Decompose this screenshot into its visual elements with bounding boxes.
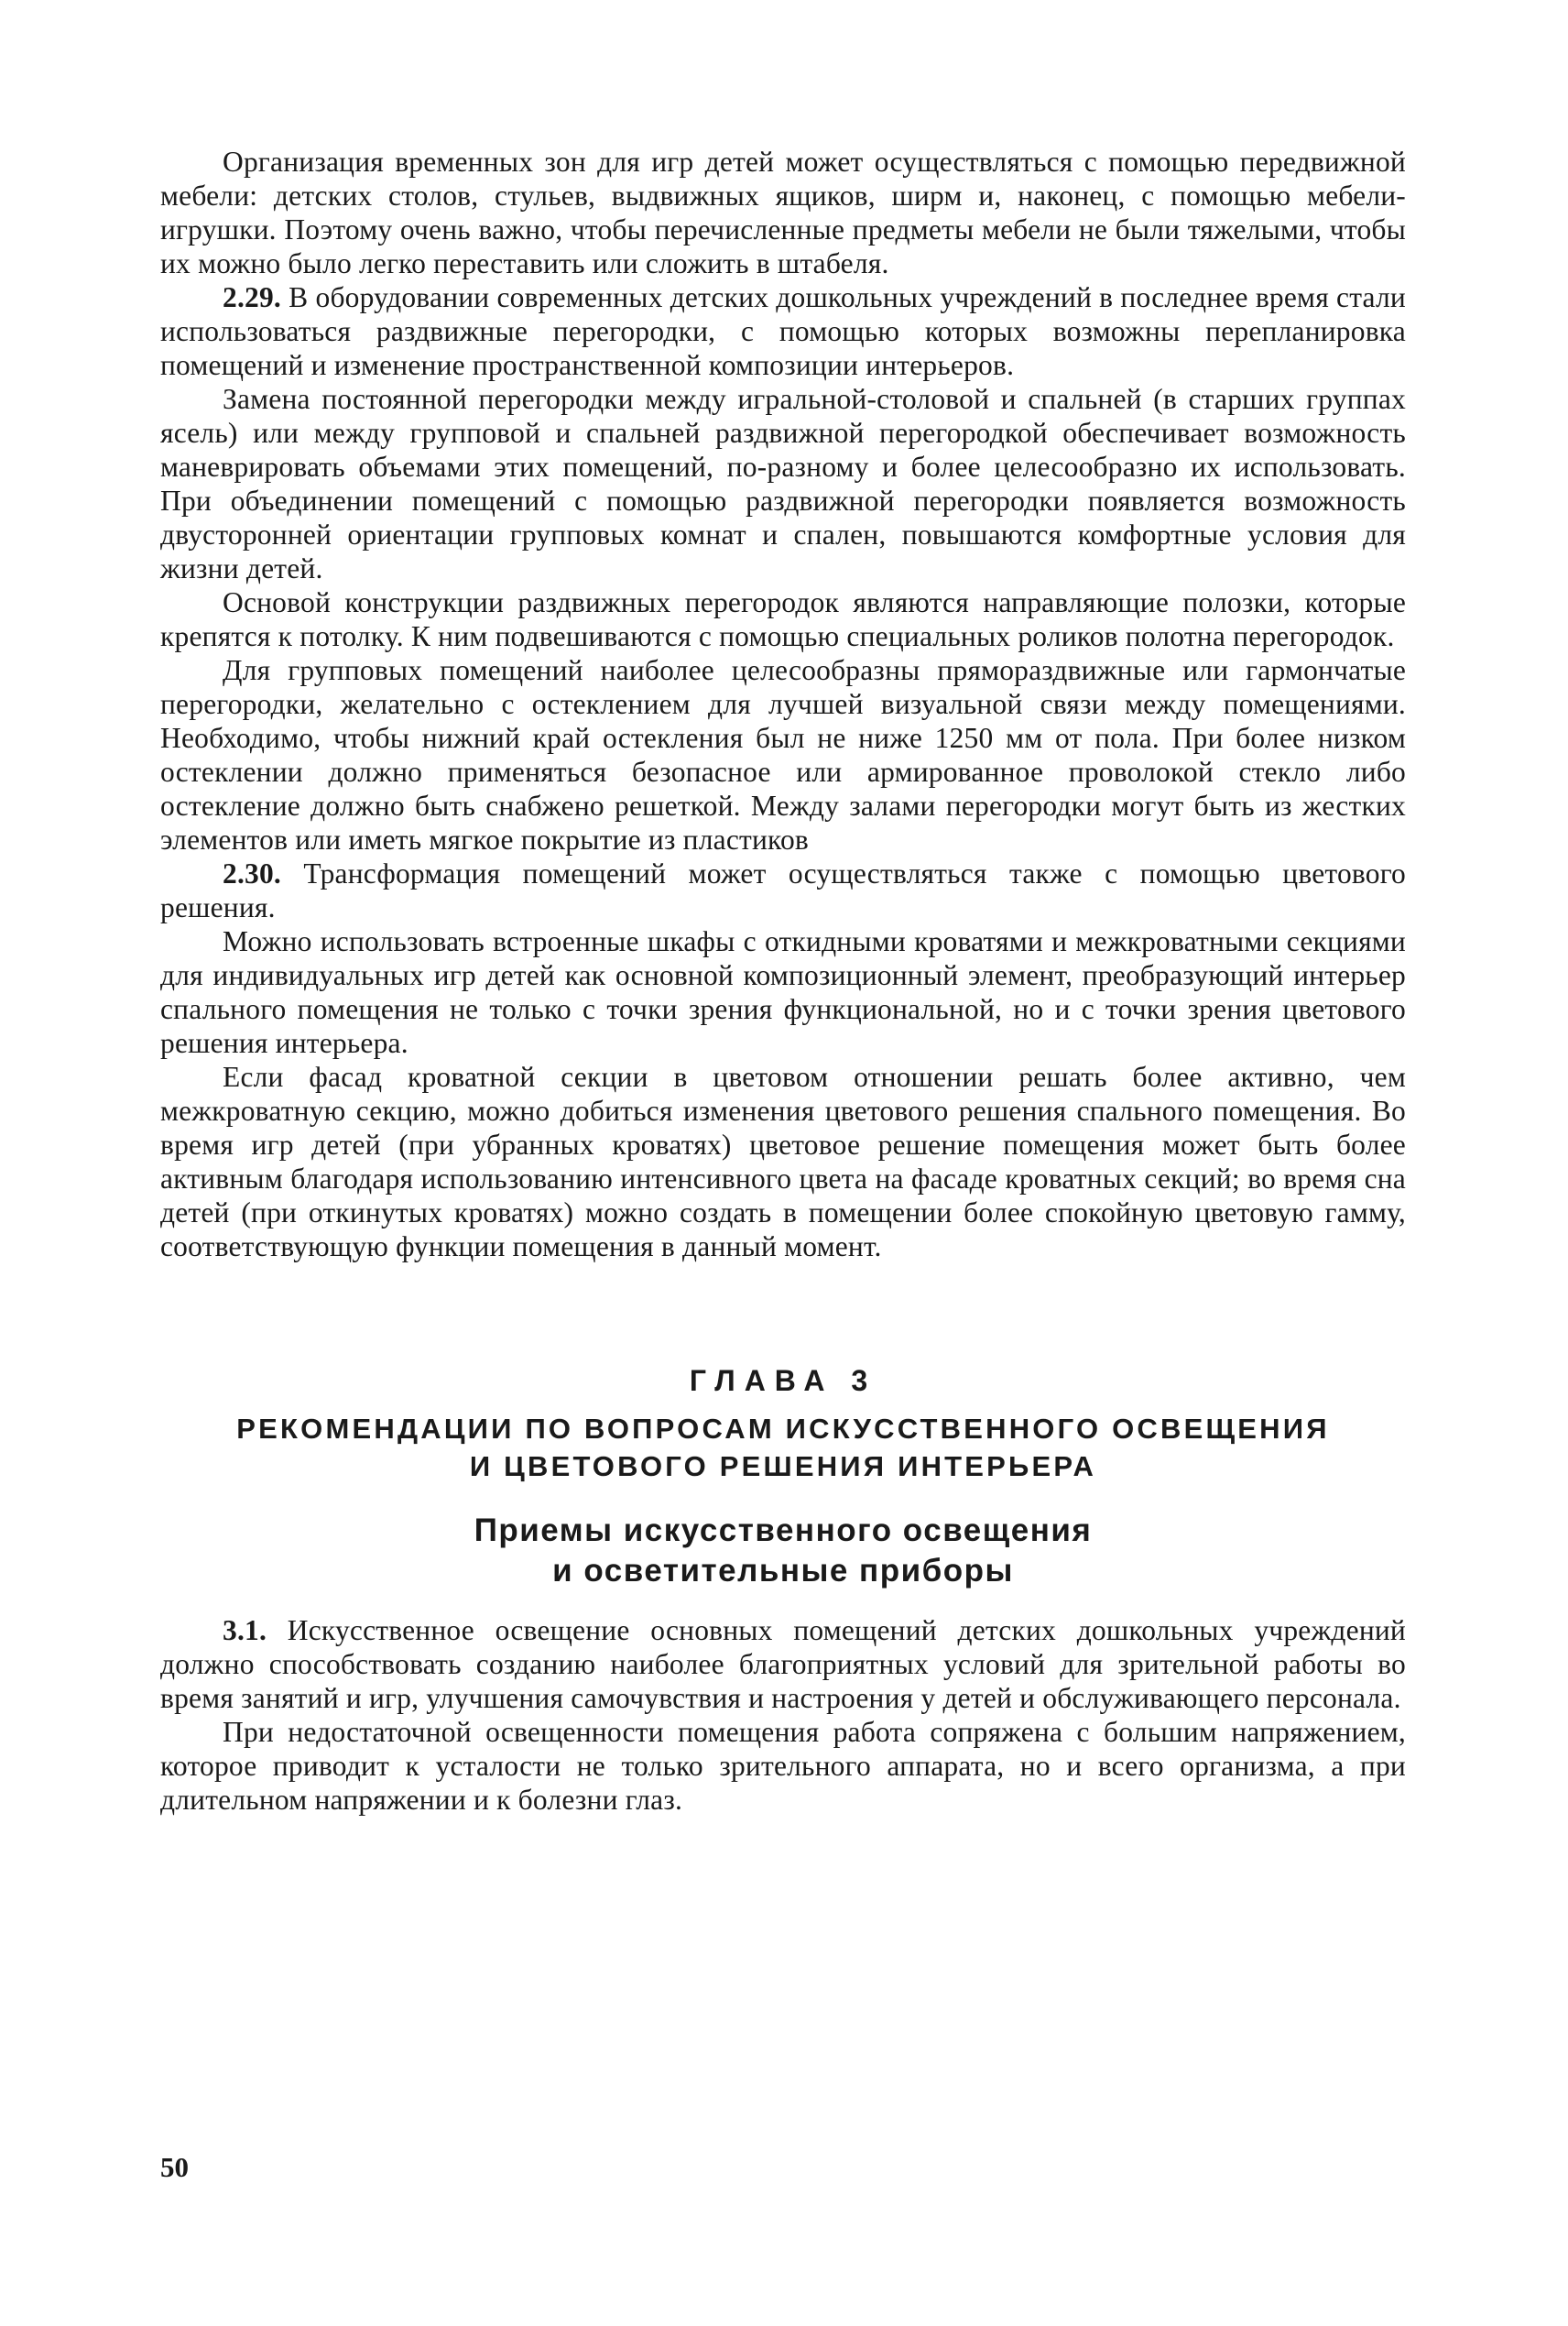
paragraph-text: Организация временных зон для игр детей может осуществляться с помощью передвижной мебели: детских столов, стульев, выдвижных ящиков, ширм и, наконец, с помощью мебели-игрушки. Поэтому очень важно, чтобы перечисленные предметы мебели не были тяжелыми, чтобы их можно было легко переставить или сложить в штабеля. bbox=[160, 146, 1406, 279]
section-spacer bbox=[160, 1263, 1406, 1362]
paragraph-text: Для групповых помещений наиболее целесообразны прямораздвижные или гармончатые перегородки, желательно с остеклением для лучшей визуальной связи между помещениями. Необходимо, чтобы нижний край остекления был не ниже 1250 мм от пола. При более низком остеклении должно применяться безопасное или армированное проволокой стекло либо остекление должно быть снабжено решеткой. Между залами перегородки могут быть из жестких элементов или иметь мягкое покрытие из пластиков bbox=[160, 654, 1406, 856]
paragraph-3-1 bbox=[160, 1613, 1406, 1715]
chapter-title-line-1: РЕКОМЕНДАЦИИ ПО ВОПРОСАМ ИСКУССТВЕННОГО ОСВЕЩЕНИЯ bbox=[236, 1413, 1330, 1445]
paragraph-temporary-zones bbox=[160, 145, 1406, 280]
paragraph-bed-section-facade bbox=[160, 1060, 1406, 1263]
paragraph-text: При недостаточной освещенности помещения работа сопряжена с большим напряжением, которое приводит к усталости не только зрительного аппарата, но и всего организма, а при длительном напряжении и к болезни глаз. bbox=[160, 1716, 1406, 1816]
section-title-line-1: Приемы искусственного освещения bbox=[474, 1512, 1093, 1548]
paragraph-2-29 bbox=[160, 280, 1406, 382]
paragraph-2-30 bbox=[160, 857, 1406, 924]
paragraph-text: В оборудовании современных детских дошкольных учреждений в последнее время стали использоваться раздвижные перегородки, с помощью которых возможны перепланировка помещений и изменение пространственной композиции интерьеров. bbox=[160, 281, 1406, 381]
paragraph-text: Основой конструкции раздвижных перегородок являются направляющие полозки, которые крепятся к потолку. К ним подвешиваются с помощью специальных роликов полотна перегородок. bbox=[160, 586, 1406, 652]
paragraph-text: Можно использовать встроенные шкафы с откидными кроватями и межкроватными секциями для индивидуальных игр детей как основной композиционный элемент, преобразующий интерьер спального помещения не только с точки зрения функциональной, но и с точки зрения цветового решения интерьера. bbox=[160, 925, 1406, 1059]
paragraph-built-in-cabinets bbox=[160, 924, 1406, 1060]
clause-number: 3.1. bbox=[223, 1614, 267, 1646]
clause-number: 2.29. bbox=[223, 281, 281, 313]
paragraph-partition-replacement bbox=[160, 382, 1406, 585]
section-title-line-2: и осветительные приборы bbox=[552, 1553, 1014, 1589]
paragraph-insufficient-lighting bbox=[160, 1715, 1406, 1817]
page-number: 50 bbox=[160, 2151, 189, 2183]
chapter-title bbox=[160, 1410, 1406, 1485]
chapter-label: ГЛАВА 3 bbox=[689, 1364, 877, 1397]
paragraph-text: Трансформация помещений может осуществляться также с помощью цветового решения. bbox=[160, 857, 1406, 923]
paragraph-group-partitions bbox=[160, 653, 1406, 857]
paragraph-text: Если фасад кроватной секции в цветовом отношении решать более активно, чем межкроватную секцию, можно добиться изменения цветового решения спального помещения. Во время игр детей (при убранных кроватях) цветовое решение помещения может быть более активным благодаря использованию интенсивного цвета на фасаде кроватных секций; во время сна детей (при откинутых кроватях) можно создать в помещении более спокойную цветовую гамму, соответствующую функции помещения в данный момент. bbox=[160, 1061, 1406, 1262]
paragraph-partition-construction bbox=[160, 585, 1406, 653]
chapter-title-line-2: И ЦВЕТОВОГО РЕШЕНИЯ ИНТЕРЬЕРА bbox=[469, 1450, 1097, 1482]
page-body bbox=[160, 145, 1406, 1817]
paragraph-text: Искусственное освещение основных помещений детских дошкольных учреждений должно способствовать созданию наиболее благоприятных условий для зрительной работы во время занятий и игр, улучшения самочувствия и настроения у детей и обслуживающего персонала. bbox=[160, 1614, 1406, 1714]
section-title bbox=[160, 1511, 1406, 1591]
clause-number: 2.30. bbox=[223, 857, 281, 890]
paragraph-text: Замена постоянной перегородки между игральной-столовой и спальней (в старших группах ясель) или между групповой и спальней раздвижной перегородкой обеспечивает возможность маневрировать объемами этих помещений, по-разному и более целесообразно их использовать. При объединении помещений с помощью раздвижной перегородки появляется возможность двусторонней ориентации групповых комнат и спален, повышаются комфортные условия для жизни детей. bbox=[160, 383, 1406, 584]
